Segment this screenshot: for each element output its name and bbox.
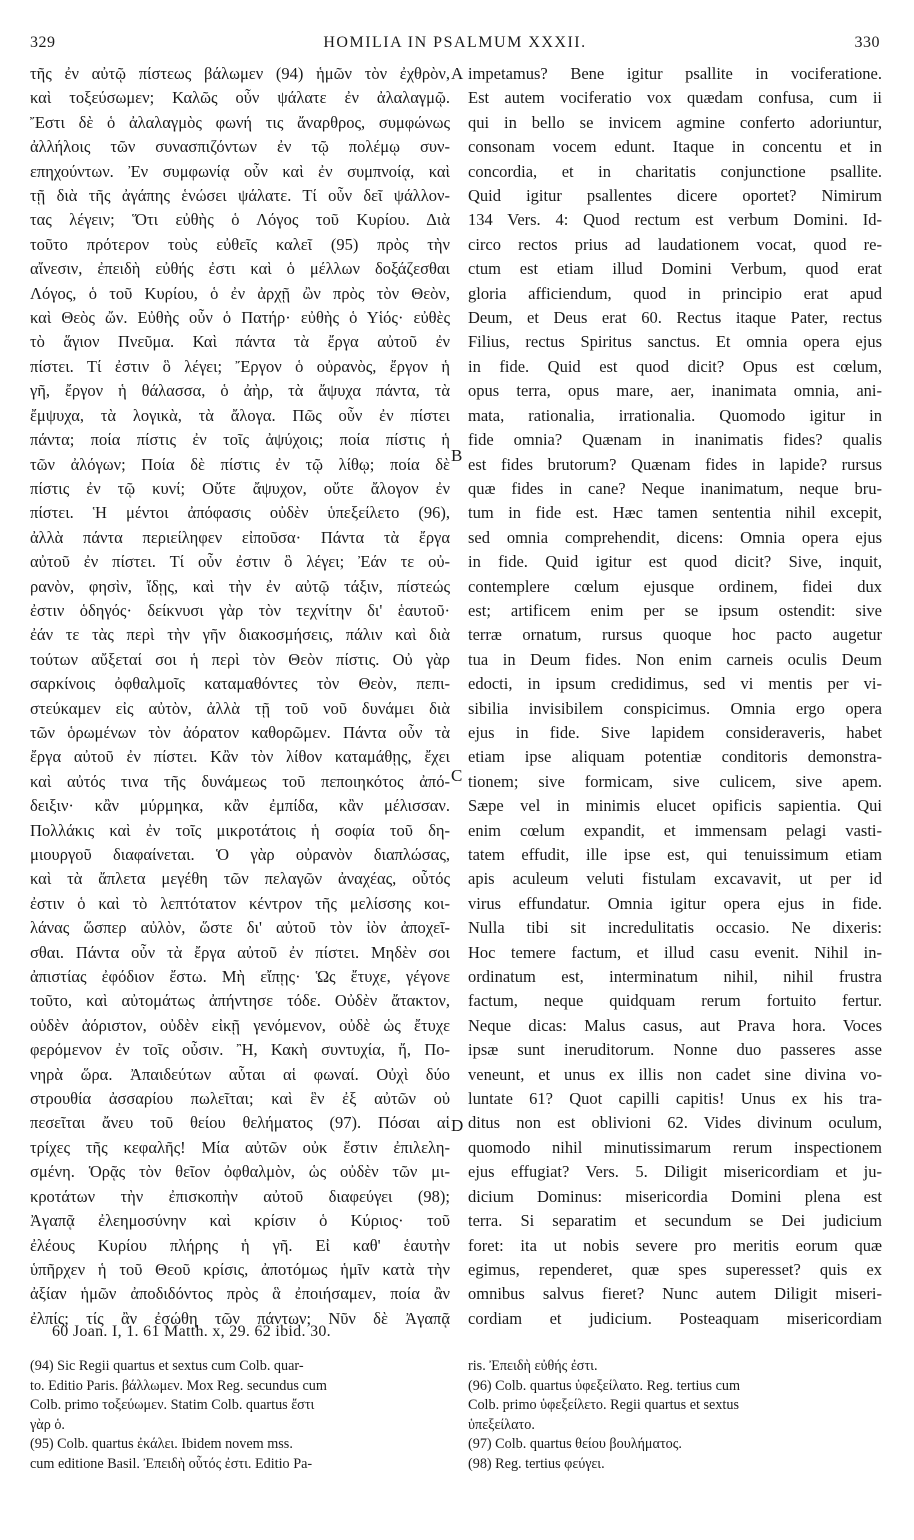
latin-text-line: luntate 61? Quot capilli capitis! Unus ex his tra- [468, 1089, 882, 1109]
latin-text-line: impetamus? Bene igitur psallite in vociferatione. [468, 64, 882, 83]
latin-text-line: etiam ipse aliquam potentiæ conditoris demonstra- [468, 747, 882, 767]
latin-text-line: cordiam et judicium. Posteaquam misericordiam [468, 1308, 882, 1328]
footnote-line: (97) Colb. quartus θείου βουλήματος. [468, 1436, 682, 1452]
latin-text-line: concordia, et in charitatis conjunctione psallite. [468, 161, 882, 181]
latin-text-line: terra. Si separatim et secundum se Dei judicium [468, 1211, 882, 1231]
footnote-line: (98) Reg. tertius φεύγει. [468, 1455, 605, 1472]
greek-text-line: ἐάν τε τὰς περὶ τὴν γῆν διακοσμήσεις, πάλιν καὶ διὰ [30, 625, 450, 645]
latin-text-column [468, 62, 882, 1331]
greek-text-line: αὐτοῦ ἐν πίστει. Τί οὖν ἐστιν ὃ λέγει; Ἐάν τε οὐ- [30, 552, 450, 572]
greek-text-line: ἐλέους Κυρίου πλήρης ἡ γῆ. Εἰ καθ' ἑαυτὴν [30, 1235, 450, 1255]
footnote-line: Colb. primo ὑφεξείλετο. Regii quartus et sextus [468, 1397, 739, 1413]
latin-text-line: sibilia invisibilem conspicimus. Omnia ergo opera [468, 698, 882, 718]
greek-text-line: σαρκίνοις ὀφθαλμοῖς καταμαθόντες τὸν Θεὸν, πεπι- [30, 674, 450, 694]
greek-text-line: ἀλλὰ πάντα περιείληφεν εἰποῦσα· Πάντα τὰ ἔργα [30, 527, 450, 547]
greek-text-line: τρίχες τῆς κεφαλῆς! Μία αὐτῶν οὐκ ἔστιν ἐπιλελη- [30, 1137, 450, 1157]
greek-text-line: καὶ τοξεύσωμεν; Καλῶς οὖν ψάλατε ἐν ἀλαλαγμῷ. [30, 88, 450, 108]
latin-text-line: tatem effudit, ille ipse est, qui tenuissimum etiam [468, 845, 882, 864]
greek-text-line: πίστις ἐν τῷ κυνί; Οὔτε ἄψυχον, οὔτε ἄλογον ἐν [30, 478, 450, 498]
latin-text-line: qui in bello se invicem agmine conferto adoriuntur, [468, 112, 882, 132]
footnotes-left [30, 1357, 458, 1474]
footnote-line: (94) Sic Regii quartus et sextus cum Colb. quar- [30, 1358, 304, 1374]
greek-text-line: αἴνεσιν, ἐπειδὴ εὐθής ἐστι καὶ ὁ μέλλων δοξάζεσθαι [30, 259, 450, 279]
running-title: HOMILIA IN PSALMUM XXXII. [323, 34, 587, 51]
greek-text-line: τῶν ἀλόγων; Ποία δὲ πίστις ἐν τῷ λίθῳ; ποία δὲ [30, 454, 450, 474]
greek-text-line: γῆ, ἔργον ἡ θάλασσα, ὁ ἀὴρ, τὰ ἄψυχα πάντα, τὰ [30, 381, 450, 401]
greek-text-line: Λόγος, ὁ τοῦ Κυρίου, ὁ ἐν ἀρχῇ ὢν πρὸς τὸν Θεὸν, [30, 283, 450, 303]
greek-text-line: οὐδὲν ἀόριστον, οὐδὲν εἰκῇ γενόμενον, οὐδὲ ὡς ἔτυχε [30, 1015, 450, 1035]
greek-text-line: ἐλπίς; τίς ἂν ἐσώθη τῶν πάντων; Νῦν δὲ Ἀγαπᾷ [30, 1308, 450, 1328]
footnote-line: γὰρ ὁ. [30, 1416, 65, 1433]
latin-text-line: ordinatum est, interminatum nihil, nihil frustra [468, 967, 882, 987]
footnote-line: ὑπεξείλατο. [468, 1416, 535, 1433]
greek-text-line: πεσεῖται ἄνευ τοῦ θείου θελήματος (97). Πόσαι αἱ [30, 1113, 450, 1133]
latin-text-line: 134 Vers. 4: Quod rectum est verbum Domini. Id- [468, 210, 882, 230]
latin-text-line: Neque dicas: Malus casus, aut Prava hora. Voces [468, 1015, 882, 1035]
footnote-line: ris. Ἐπειδὴ εὐθής ἐστι. [468, 1358, 598, 1374]
greek-text-line: ἐστιν ὁ καὶ τὸ λεπτότατον κέντρον τῆς μελίσσης κοι- [30, 893, 450, 913]
greek-text-line: τούτων αὔξεταί σοι ἡ περὶ τὸν Θεὸν πίστις. Οὐ γὰρ [30, 649, 450, 669]
greek-text-line: τῶν ὁρωμένων τὸν ἀόρατον καθορῶμεν. Πάντα οὖν τὰ [30, 722, 450, 742]
latin-text-line: est fides brutorum? Quænam fides in lapide? rursus [468, 454, 882, 474]
greek-text-line: ἀλλήλοις τῶν συνασπιζόντων ἐν τῷ πολέμῳ συν- [30, 137, 450, 157]
latin-text-line: dicium Dominus: misericordia Domini plena est [468, 1186, 882, 1206]
latin-text-line: fide omnia? Quænam in inanimatis fides? qualis [468, 430, 882, 450]
greek-text-line: πίστει. Ἡ μέντοι ἀπόφασις οὐδὲν ὑπεξείλετο (96), [30, 503, 450, 523]
greek-text-line: καὶ τὰ ἄπλετα μεγέθη τῶν πελαγῶν ἀναχέας, οὗτός [30, 869, 450, 889]
latin-text-line: ejus in fide. Sive lapidem consideraveris, habet [468, 722, 882, 742]
greek-text-column [30, 62, 450, 1331]
greek-text-line: κροτάτων τὴν ἐπισκοπὴν αὐτοῦ διαφεύγει (98); [30, 1186, 450, 1206]
greek-text-line: τοῦτο, καὶ αὐτομάτως ἀπήντησε τόδε. Οὐδὲν ἄτακτον, [30, 991, 450, 1011]
greek-text-line: τῇ διὰ τῆς ἀγάπης ἑνώσει ψάλατε. Τί οὖν δεῖ ψάλλον- [30, 186, 450, 206]
greek-text-line: πίστει. Τί ἐστιν ὃ λέγει; Ἔργον ὁ οὐρανὸς, ἔργον ἡ [30, 356, 450, 376]
greek-text-line: ὑπῆρχεν ἡ τοῦ Θεοῦ κρίσις, ἀποτόμως ἡμῖν κατὰ τὴν [30, 1259, 450, 1279]
page-number-left: 329 [30, 34, 56, 51]
margin-letter-d: D [451, 1116, 464, 1135]
latin-text-line: tionem; sive formicam, sive culicem, sive apem. [468, 771, 882, 791]
greek-text-line: φερόμενον ἐν τοῖς οὖσιν. Ἢ, Κακὴ συντυχία, ἤ, Πο- [30, 1040, 450, 1060]
latin-text-line: Est autem vociferatio vox quædam confusa, cum ii [468, 88, 882, 108]
greek-text-line: ἔργα αὐτοῦ ἐν πίστει. Κἂν τὸν λίθον καταμάθῃς, ἔχει [30, 747, 450, 767]
margin-letter-c: C [451, 766, 463, 785]
greek-text-line: Ἀγαπᾷ ἐλεημοσύνην καὶ κρίσιν ὁ Κύριος· τοῦ [30, 1211, 450, 1231]
page-header [30, 34, 880, 56]
greek-text-line: νηρὰ ὥρα. Ἀπαιδεύτων αὗται αἱ φωναί. Οὐχὶ δύο [30, 1064, 450, 1084]
footnote-line: (96) Colb. quartus ὑφεξείλατο. Reg. tertius cum [468, 1377, 741, 1394]
greek-text-line: στεύκαμεν εἰς αὐτὸν, ἀλλὰ τῇ τοῦ νοῦ δυνάμει διὰ [30, 698, 450, 718]
latin-text-line: quæ fides in cane? Neque inanimatum, neque bru- [468, 478, 882, 498]
latin-text-line: Filius, rectus Spiritus sanctus. Et omnia opera ejus [468, 332, 882, 352]
latin-text-line: ejus effugiat? Vers. 5. Diligit misericordiam et ju- [468, 1162, 882, 1182]
greek-text-line: σθαι. Πάντα οὖν τὰ ἔργα αὐτοῦ ἐν πίστει. Μηδὲν σοι [30, 942, 450, 962]
page-number-right: 330 [854, 34, 880, 51]
latin-text-line: gloria afficiendum, quod in principio erat apud [468, 283, 882, 303]
latin-text-line: in fide. Quid est quod dicit? Opus est cœlum, [468, 356, 882, 376]
latin-text-line: omnibus salvus fieret? Nunc autem Diligit miseri- [468, 1284, 882, 1304]
latin-text-line: est; artificem enim per se ipsum ostendit: sive [468, 600, 882, 620]
latin-text-line: egimus, rependeret, quæ spes superesset? quis ex [468, 1259, 882, 1279]
greek-text-line: ἀξίαν ἡμῶν ἀποδιδόντος πρὸς ἃ ἐποιήσαμεν, ποία ἂν [30, 1284, 450, 1304]
greek-text-line: τὸ ἅγιον Πνεῦμα. Καὶ πάντα τὰ ἔργα αὐτοῦ ἐν [30, 332, 450, 352]
footnote-line: Colb. primo τοξεύωμεν. Statim Colb. quartus ἔστι [30, 1397, 315, 1413]
latin-text-line: in fide. Quid igitur est quod dicit? Sive, inquit, [468, 552, 882, 572]
latin-text-line: sed omnia comprehendit, dicens: Omnia opera ejus [468, 527, 882, 547]
latin-text-line: terræ ornatum, rursus quoque hoc pacto augetur [468, 625, 882, 645]
greek-text-line: ἀπιστίας ἐφόδιον ἔστω. Μὴ εἴπῃς· Ὡς ἔτυχε, γέγονε [30, 967, 450, 987]
latin-text-line: tum in fide est. Hæc tamen sententia nihil excepit, [468, 503, 882, 523]
greek-text-line: καὶ αὐτός τινα τῆς δυνάμεως τοῦ πεποιηκότος ἀπό- [30, 771, 450, 791]
greek-text-line: Πολλάκις καὶ ἐν τοῖς μικροτάτοις ἡ σοφία τοῦ δη- [30, 820, 450, 840]
latin-text-line: Nulla tibi sit incredulitatis occasio. Ne dixeris: [468, 918, 882, 938]
footnote-line: cum editione Basil. Ἐπειδὴ οὗτός ἐστι. Editio Pa- [30, 1455, 313, 1472]
latin-text-line: factum, neque quidquam rerum fortuito fertur. [468, 991, 882, 1011]
greek-text-line: τας λέγειν; Ὅτι εὐθὴς ὁ Λόγος τοῦ Κυρίου. Διὰ [30, 210, 450, 230]
latin-text-line: ctum est etiam illud Domini Verbum, quod erat [468, 259, 882, 279]
latin-text-line: ditus non est oblivioni 62. Vides divinum oculum, [468, 1113, 882, 1133]
greek-text-line: ἐστιν ὁδηγός· δείκνυσι γὰρ τὸν τεχνίτην δι' ἑαυτοῦ· [30, 600, 450, 620]
latin-text-line: Sæpe vel in minimis elucet opificis sapientia. Qui [468, 796, 882, 816]
latin-text-line: virus effundatur. Omnia igitur opera ejus in fide. [468, 893, 882, 913]
latin-text-line: circo rectos prius ad laudationem vocat, quod re- [468, 234, 882, 254]
latin-text-line: opus terra, opus mare, aer, inanimata omnia, ani- [468, 381, 882, 401]
greek-text-line: λάνας ὥσπερ αὐλὸν, ὥστε δι' αὐτοῦ τὸν ἰὸν ἀποχεῖ- [30, 918, 450, 938]
latin-text-line: contemplere cœlum ejusque ordinem, fidei dux [468, 576, 882, 596]
latin-text-line: enim cœlum expandit, et immensam pelagi vasti- [468, 820, 882, 840]
greek-text-line: τοῦτο πρότερον τοὺς εὐθεῖς καλεῖ (95) πρὸς τὴν [30, 234, 450, 254]
margin-letter-b: B [451, 446, 463, 465]
latin-text-line: apis aculeum veluti fistulam excavavit, ut per id [468, 869, 882, 889]
latin-text-line: Deum, et Deus erat 60. Rectus itaque Pater, rectus [468, 308, 882, 328]
latin-text-line: veneunt, et unus ex illis non cadet sine divina vo- [468, 1064, 882, 1084]
greek-text-line: στρουθία ἀσσαρίου πωλεῖται; καὶ ἓν ἐξ αὐτῶν οὐ [30, 1089, 450, 1109]
latin-text-line: quomodo nihil minutissimarum rerum inspectionem [468, 1137, 882, 1157]
footnote-line: (95) Colb. quartus ἐκάλει. Ibidem novem mss. [30, 1436, 293, 1452]
footnotes-right [468, 1357, 882, 1474]
greek-text-line: σμένη. Ὁρᾷς τὸν θεῖον ὀφθαλμὸν, ὡς οὐδὲν τῶν μι- [30, 1162, 450, 1182]
greek-text-line: τῆς ἐν αὐτῷ πίστεως βάλωμεν (94) ἡμῶν τὸν ἐχθρὸν, [30, 64, 450, 83]
greek-text-line: μιουργοῦ διαφαίνεται. Ὁ γὰρ οὐρανὸν διαπλώσας, [30, 845, 450, 864]
greek-text-line: ἔμψυχα, τὰ λογικὰ, τὰ ἄλογα. Πῶς οὖν ἐν πίστει [30, 405, 450, 425]
latin-text-line: Quid igitur psallentes dicere oportet? Nimirum [468, 186, 882, 206]
latin-text-line: edocti, in ipsum credidimus, sed vi mentis per vi- [468, 674, 882, 694]
latin-text-line: tua in Deum fides. Non enim carneis oculis Deum [468, 649, 882, 669]
latin-text-line: mata, rationalia, irrationalia. Quomodo igitur in [468, 405, 882, 425]
latin-text-line: Hoc temere factum, et illud casu evenit. Nihil in- [468, 942, 882, 962]
footnote-line: to. Editio Paris. βάλλωμεν. Mox Reg. secundus cum [30, 1377, 327, 1394]
greek-text-line: επηχούντων. Ἐν συμφωνίᾳ οὖν καὶ ἐν συμπνοίᾳ, καὶ [30, 161, 450, 181]
latin-text-line: ipsæ sunt ineruditorum. Nonne duo passeres asse [468, 1040, 882, 1060]
margin-letter-a: A [451, 64, 464, 83]
latin-text-line: foret: ita ut nobis severe pro meritis eorum quæ [468, 1235, 882, 1255]
greek-text-line: Ἔστι δὲ ὁ ἀλαλαγμὸς φωνή τις ἄναρθρος, συμφώνως [30, 112, 450, 132]
scripture-references: 60 Joan. I, 1. 61 Matth. x, 29. 62 ibid. 30. [52, 1323, 331, 1340]
greek-text-line: δειξιν· κἂν μύρμηκα, κἂν ἐμπίδα, κἂν μέλισσαν. [30, 796, 450, 816]
greek-text-line: πάντα; ποία πίστις ἐν τοῖς ἀψύχοις; ποία πίστις ἡ [30, 430, 450, 450]
greek-text-line: ρανὸν, φησὶν, ἴδῃς, καὶ τὴν ἐν αὐτῷ τάξιν, πίστεώς [30, 576, 450, 596]
latin-text-line: consonam vocem edunt. Itaque in concentu et in [468, 137, 882, 157]
greek-text-line: καὶ Θεὸς ὤν. Εὐθὴς οὖν ὁ Πατήρ· εὐθὴς ὁ Υἱός· εὐθὲς [30, 308, 450, 328]
